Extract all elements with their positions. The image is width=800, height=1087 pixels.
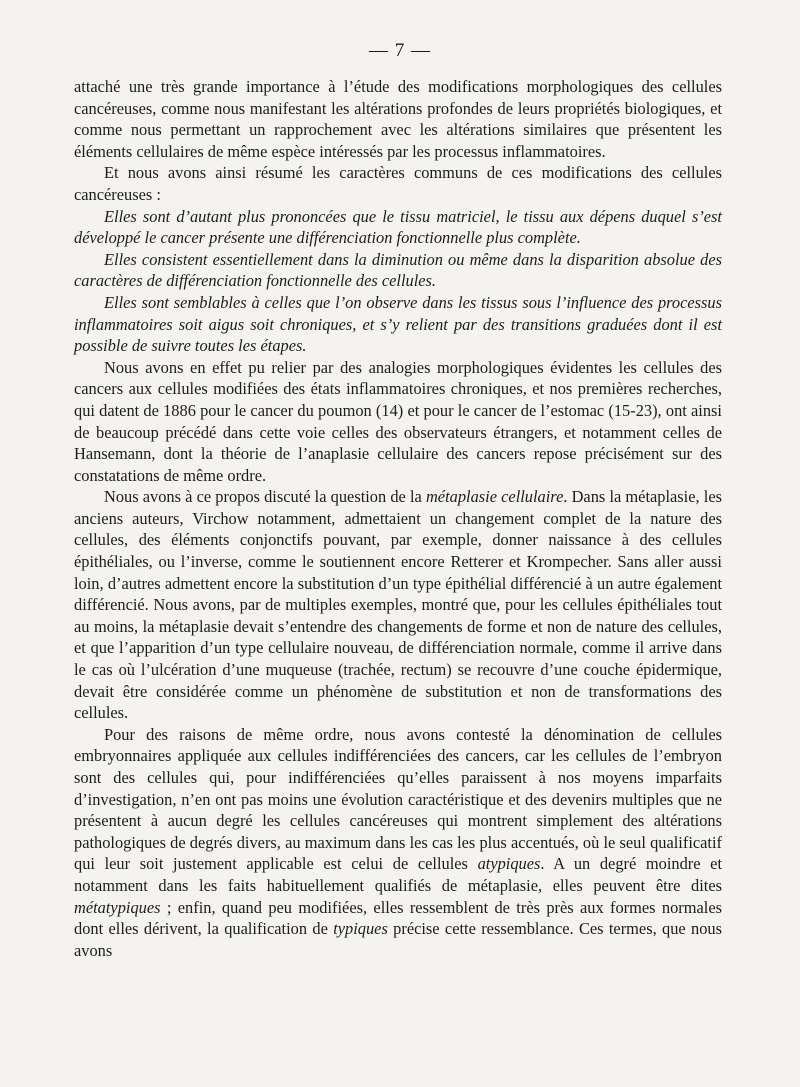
text-run: . A un degré moindre et notamment dans les faits habituellement qualifiés de métaplasie, elles peuvent être dites bbox=[74, 854, 722, 895]
italic-statement-3: Elles sont semblables à celles que l’on observe dans les tissus sous l’influence des processus inflammatoires soit aigus soit chroniques, et s’y relient par des transitions graduées dont il est possible de suivre toutes les étapes. bbox=[74, 292, 722, 356]
body-text bbox=[74, 76, 722, 961]
text-run: Pour des raisons de même ordre, nous avons contesté la dénomination de cellules embryonnaires appliquée aux cellules indifférenciées des cancers, car les cellules de l’embryon sont des cellules qui, pour indifférenciées qu’elles paraissent à nos moyens imparfaits d’investigation, n’en ont pas moins une évolution caractéristique et des devenirs multiples que ne présentent à aucun degré les cellules cancéreuses qui montrent simplement des altérations pathologiques de degrés divers, au maximum dans les cas les plus accentués, où le seul qualificatif qui leur soit justement applicable est celui de cellules bbox=[74, 724, 722, 874]
paragraph-analogies: Nous avons en effet pu relier par des analogies morphologiques évidentes les cellules des cancers aux cellules modifiées des états inflammatoires chroniques, et nos premières recherches, qui datent de 1886 pour le cancer du poumon (14) et pour le cancer de l’estomac (15-23), ont ainsi de beaucoup précédé dans cette voie celles des observateurs étrangers, et notamment celles de Hansemann, dont la théorie de l’anaplasie cellulaire des cancers repose précisément sur des constatations de même ordre. bbox=[74, 357, 722, 485]
paragraph-italic-3 bbox=[74, 292, 722, 357]
paragraph-italic-1 bbox=[74, 206, 722, 249]
text-run: ; enfin, quand peu modifiées, elles ressemblent de très près aux formes normales dont elles dérivent, la qualification de bbox=[74, 897, 722, 939]
term-typiques: typiques bbox=[333, 919, 388, 939]
text-run: précise cette ressemblance. Ces termes, que nous avons bbox=[74, 919, 722, 960]
paragraph-summary-intro: Et nous avons ainsi résumé les caractères communs de ces modifications des cellules cancéreuses : bbox=[74, 163, 722, 204]
paragraph-cellules-embryonnaires bbox=[74, 724, 722, 962]
term-metatypiques: métatypiques bbox=[74, 897, 161, 917]
page-number: — 7 — bbox=[369, 40, 431, 61]
paragraph-italic-2 bbox=[74, 249, 722, 292]
term-metaplasie-cellulaire: métaplasie cellulaire bbox=[425, 487, 564, 507]
italic-statement-2: Elles consistent essentiellement dans la diminution ou même dans la disparition absolue des caractères de différenciation fonctionnelle des cellules. bbox=[74, 249, 722, 291]
text-run: Nous avons à ce propos discuté la question de la bbox=[104, 487, 426, 507]
text-run: . Dans la métaplasie, les anciens auteurs, Virchow notamment, admettaient un changement complet de la nature des cellules, des éléments conjonctifs pouvant, par exemple, donner naissance à des cellules épithéliales, ou l’inverse, comme le soutiennent encore Retterer et Krompecher. Sans aller aussi loin, d’autres admettent encore la substitution d’un type épithélial différencié à un autre également différencié. Nous avons, par de multiples exemples, montré que, pour les cellules épithéliales tout au moins, la métaplasie devait s’entendre des changements de forme et non de nature des cellules, et que l’apparition d’un type cellulaire nouveau, de différenciation normale, comme il arrive dans le cas où l’ulcération d’une muqueuse (trachée, rectum) se recouvre d’une couche épidermique, devait être considérée comme un phénomène de substitution et non de transformations des cellules. bbox=[74, 487, 722, 723]
italic-statement-1: Elles sont d’autant plus prononcées que le tissu matriciel, le tissu aux dépens duquel s’est développé le cancer présente une différenciation fonctionnelle plus complète. bbox=[74, 206, 722, 248]
paragraph-continuation: attaché une très grande importance à l’étude des modifications morphologiques des cellules cancéreuses, comme nous manifestant les altérations profondes de leurs propriétés biologiques, et comme nous permettant un rapprochement avec les altérations similaires que présentent les éléments cellulaires de même espèce intéressés par les processus inflammatoires. bbox=[74, 77, 722, 161]
term-atypiques: atypiques bbox=[477, 854, 541, 874]
paragraph-metaplasie bbox=[74, 486, 722, 724]
